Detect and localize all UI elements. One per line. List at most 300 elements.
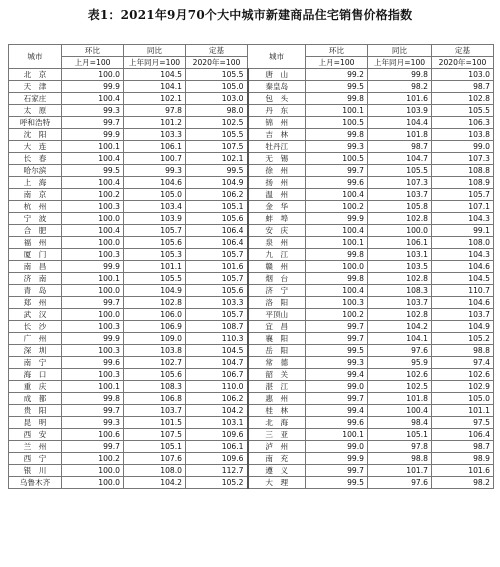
base-cell: 110.7 (432, 285, 494, 297)
mom-cell: 99.9 (62, 81, 124, 93)
base-cell: 101.6 (432, 465, 494, 477)
yoy-cell: 106.1 (368, 237, 432, 249)
yoy-cell: 101.7 (368, 465, 432, 477)
city-name-cell: 南 宁 (9, 357, 62, 369)
yoy-cell: 103.7 (368, 189, 432, 201)
yoy-cell: 106.1 (124, 141, 186, 153)
header-yoy-right: 同比 (368, 45, 432, 57)
base-cell: 105.5 (432, 105, 494, 117)
mom-cell: 99.8 (306, 93, 368, 105)
city-name-cell: 北 海 (248, 417, 306, 429)
base-cell: 105.1 (186, 201, 248, 213)
city-name-cell: 锦 州 (248, 117, 306, 129)
mom-cell: 100.4 (62, 225, 124, 237)
base-cell: 105.6 (186, 213, 248, 225)
city-name-cell: 南 昌 (9, 261, 62, 273)
base-cell: 97.5 (432, 417, 494, 429)
city-name-cell: 重 庆 (9, 381, 62, 393)
city-name-cell: 海 口 (9, 369, 62, 381)
city-name-cell: 包 头 (248, 93, 306, 105)
yoy-cell: 107.6 (124, 453, 186, 465)
city-name-cell: 长 春 (9, 153, 62, 165)
yoy-cell: 101.2 (124, 117, 186, 129)
mom-cell: 99.2 (306, 69, 368, 81)
mom-cell: 100.0 (62, 465, 124, 477)
mom-cell: 100.2 (62, 189, 124, 201)
base-cell: 109.6 (186, 429, 248, 441)
base-cell: 103.7 (432, 309, 494, 321)
city-name-cell: 桂 林 (248, 405, 306, 417)
yoy-cell: 103.8 (124, 345, 186, 357)
base-cell: 105.0 (432, 393, 494, 405)
city-name-cell: 广 州 (9, 333, 62, 345)
table-row (9, 297, 494, 309)
mom-cell: 99.3 (306, 357, 368, 369)
base-cell: 110.0 (186, 381, 248, 393)
header-mom-left: 环比 (62, 45, 124, 57)
city-name-cell: 牡丹江 (248, 141, 306, 153)
base-cell: 104.5 (432, 273, 494, 285)
base-cell: 103.1 (186, 417, 248, 429)
yoy-cell: 104.2 (124, 477, 186, 489)
mom-cell: 99.6 (62, 357, 124, 369)
city-name-cell: 洛 阳 (248, 297, 306, 309)
base-cell: 106.2 (186, 393, 248, 405)
city-name-cell: 沈 阳 (9, 129, 62, 141)
yoy-cell: 105.1 (368, 429, 432, 441)
city-name-cell: 杭 州 (9, 201, 62, 213)
base-cell: 105.7 (432, 189, 494, 201)
base-cell: 102.1 (186, 153, 248, 165)
city-name-cell: 蚌 埠 (248, 213, 306, 225)
table-row (9, 189, 494, 201)
base-cell: 108.9 (432, 177, 494, 189)
city-name-cell: 丹 东 (248, 105, 306, 117)
header-base-left: 定基 (186, 45, 248, 57)
yoy-cell: 105.0 (124, 189, 186, 201)
table-row (9, 273, 494, 285)
yoy-cell: 95.9 (368, 357, 432, 369)
city-name-cell: 泸 州 (248, 441, 306, 453)
city-name-cell: 贵 阳 (9, 405, 62, 417)
city-name-cell: 韶 关 (248, 369, 306, 381)
city-name-cell: 兰 州 (9, 441, 62, 453)
mom-cell: 100.1 (62, 141, 124, 153)
yoy-cell: 108.3 (368, 285, 432, 297)
header-yoy-sub-right: 上年同月=100 (368, 57, 432, 69)
yoy-cell: 104.6 (124, 177, 186, 189)
city-name-cell: 西 宁 (9, 453, 62, 465)
base-cell: 102.9 (432, 381, 494, 393)
city-name-cell: 惠 州 (248, 393, 306, 405)
yoy-cell: 102.6 (368, 369, 432, 381)
city-name-cell: 天 津 (9, 81, 62, 93)
base-cell: 104.3 (432, 213, 494, 225)
header-city-left: 城市 (9, 45, 62, 69)
table-row (9, 441, 494, 453)
yoy-cell: 105.8 (368, 201, 432, 213)
table-row (9, 345, 494, 357)
yoy-cell: 103.5 (368, 261, 432, 273)
table-row (9, 237, 494, 249)
yoy-cell: 106.0 (124, 309, 186, 321)
mom-cell: 99.7 (306, 393, 368, 405)
header-mom-right: 环比 (306, 45, 368, 57)
table-row (9, 117, 494, 129)
mom-cell: 100.1 (306, 105, 368, 117)
table-row (9, 477, 494, 489)
header-yoy-sub-left: 上年同月=100 (124, 57, 186, 69)
mom-cell: 99.7 (306, 321, 368, 333)
mom-cell: 100.4 (306, 189, 368, 201)
base-cell: 104.2 (186, 405, 248, 417)
base-cell: 98.8 (432, 345, 494, 357)
mom-cell: 100.0 (306, 261, 368, 273)
table-row (9, 225, 494, 237)
base-cell: 104.9 (186, 177, 248, 189)
yoy-cell: 98.8 (368, 453, 432, 465)
mom-cell: 100.0 (62, 477, 124, 489)
city-name-cell: 成 都 (9, 393, 62, 405)
yoy-cell: 102.8 (124, 297, 186, 309)
mom-cell: 99.4 (306, 405, 368, 417)
city-name-cell: 泉 州 (248, 237, 306, 249)
table-row (9, 141, 494, 153)
table-row (9, 285, 494, 297)
mom-cell: 99.8 (62, 393, 124, 405)
table-row (9, 309, 494, 321)
yoy-cell: 100.4 (368, 405, 432, 417)
city-name-cell: 南 京 (9, 189, 62, 201)
table-row (9, 249, 494, 261)
mom-cell: 100.3 (306, 297, 368, 309)
header-base-sub-left: 2020年=100 (186, 57, 248, 69)
header-mom-sub-left: 上月=100 (62, 57, 124, 69)
yoy-cell: 106.9 (124, 321, 186, 333)
city-name-cell: 福 州 (9, 237, 62, 249)
base-cell: 106.2 (186, 189, 248, 201)
mom-cell: 99.7 (306, 465, 368, 477)
city-name-cell: 青 岛 (9, 285, 62, 297)
city-name-cell: 扬 州 (248, 177, 306, 189)
base-cell: 103.0 (186, 93, 248, 105)
yoy-cell: 100.7 (124, 153, 186, 165)
base-cell: 105.2 (186, 477, 248, 489)
table-row (9, 429, 494, 441)
base-cell: 106.3 (432, 117, 494, 129)
mom-cell: 99.0 (306, 441, 368, 453)
base-cell: 108.8 (432, 165, 494, 177)
city-name-cell: 石家庄 (9, 93, 62, 105)
base-cell: 108.7 (186, 321, 248, 333)
mom-cell: 100.2 (306, 309, 368, 321)
yoy-cell: 102.7 (124, 357, 186, 369)
base-cell: 112.7 (186, 465, 248, 477)
mom-cell: 100.4 (62, 177, 124, 189)
yoy-cell: 102.5 (368, 381, 432, 393)
city-name-cell: 深 圳 (9, 345, 62, 357)
yoy-cell: 97.6 (368, 477, 432, 489)
city-name-cell: 金 华 (248, 201, 306, 213)
city-name-cell: 武 汉 (9, 309, 62, 321)
city-name-cell: 昆 明 (9, 417, 62, 429)
mom-cell: 99.9 (62, 261, 124, 273)
city-name-cell: 秦皇岛 (248, 81, 306, 93)
yoy-cell: 104.1 (368, 333, 432, 345)
table-row (9, 105, 494, 117)
city-name-cell: 常 德 (248, 357, 306, 369)
table-row (9, 69, 494, 81)
base-cell: 106.7 (186, 369, 248, 381)
base-cell: 109.6 (186, 453, 248, 465)
city-name-cell: 岳 阳 (248, 345, 306, 357)
base-cell: 103.0 (432, 69, 494, 81)
yoy-cell: 108.3 (124, 381, 186, 393)
mom-cell: 99.8 (306, 273, 368, 285)
yoy-cell: 101.1 (124, 261, 186, 273)
base-cell: 105.5 (186, 129, 248, 141)
city-name-cell: 郑 州 (9, 297, 62, 309)
yoy-cell: 104.5 (124, 69, 186, 81)
table-row (9, 93, 494, 105)
yoy-cell: 107.5 (124, 429, 186, 441)
mom-cell: 99.7 (62, 441, 124, 453)
mom-cell: 100.3 (62, 345, 124, 357)
base-cell: 105.2 (432, 333, 494, 345)
city-name-cell: 太 原 (9, 105, 62, 117)
base-cell: 103.8 (432, 129, 494, 141)
table-row (9, 381, 494, 393)
mom-cell: 100.6 (62, 429, 124, 441)
base-cell: 104.5 (186, 345, 248, 357)
yoy-cell: 99.3 (124, 165, 186, 177)
city-name-cell: 银 川 (9, 465, 62, 477)
yoy-cell: 103.7 (368, 297, 432, 309)
price-index-table (8, 44, 494, 489)
city-name-cell: 温 州 (248, 189, 306, 201)
base-cell: 103.3 (186, 297, 248, 309)
mom-cell: 99.8 (306, 249, 368, 261)
city-name-cell: 济 南 (9, 273, 62, 285)
yoy-cell: 102.8 (368, 273, 432, 285)
base-cell: 104.7 (186, 357, 248, 369)
yoy-cell: 104.9 (124, 285, 186, 297)
table-row (9, 453, 494, 465)
mom-cell: 100.2 (306, 201, 368, 213)
yoy-cell: 98.4 (368, 417, 432, 429)
table-row (9, 405, 494, 417)
yoy-cell: 108.0 (124, 465, 186, 477)
city-name-cell: 济 宁 (248, 285, 306, 297)
yoy-cell: 105.6 (124, 369, 186, 381)
city-name-cell: 九 江 (248, 249, 306, 261)
mom-cell: 99.7 (62, 297, 124, 309)
base-cell: 104.6 (432, 261, 494, 273)
city-name-cell: 平顶山 (248, 309, 306, 321)
yoy-cell: 104.1 (124, 81, 186, 93)
yoy-cell: 98.2 (368, 81, 432, 93)
mom-cell: 100.0 (62, 285, 124, 297)
header-base-right: 定基 (432, 45, 494, 57)
mom-cell: 100.1 (306, 237, 368, 249)
yoy-cell: 105.7 (124, 225, 186, 237)
table-row (9, 393, 494, 405)
table-row (9, 165, 494, 177)
mom-cell: 100.5 (306, 117, 368, 129)
yoy-cell: 102.8 (368, 309, 432, 321)
yoy-cell: 104.2 (368, 321, 432, 333)
mom-cell: 99.7 (306, 333, 368, 345)
base-cell: 108.0 (432, 237, 494, 249)
yoy-cell: 107.3 (368, 177, 432, 189)
city-name-cell: 大 理 (248, 477, 306, 489)
base-cell: 98.0 (186, 105, 248, 117)
city-name-cell: 遵 义 (248, 465, 306, 477)
yoy-cell: 103.9 (124, 213, 186, 225)
city-name-cell: 厦 门 (9, 249, 62, 261)
city-name-cell: 上 海 (9, 177, 62, 189)
header-yoy-left: 同比 (124, 45, 186, 57)
mom-cell: 100.1 (62, 381, 124, 393)
yoy-cell: 101.5 (124, 417, 186, 429)
mom-cell: 100.4 (62, 153, 124, 165)
city-name-cell: 烟 台 (248, 273, 306, 285)
city-name-cell: 南 充 (248, 453, 306, 465)
header-mom-sub-right: 上月=100 (306, 57, 368, 69)
table-row (9, 417, 494, 429)
table-row (9, 465, 494, 477)
mom-cell: 99.9 (62, 129, 124, 141)
yoy-cell: 97.8 (124, 105, 186, 117)
base-cell: 105.6 (186, 285, 248, 297)
mom-cell: 99.3 (62, 417, 124, 429)
mom-cell: 100.3 (62, 249, 124, 261)
mom-cell: 100.3 (62, 321, 124, 333)
mom-cell: 100.0 (62, 237, 124, 249)
base-cell: 97.4 (432, 357, 494, 369)
city-name-cell: 安 庆 (248, 225, 306, 237)
base-cell: 107.5 (186, 141, 248, 153)
base-cell: 104.9 (432, 321, 494, 333)
mom-cell: 99.9 (306, 453, 368, 465)
base-cell: 104.3 (432, 249, 494, 261)
yoy-cell: 102.1 (124, 93, 186, 105)
table-row (9, 177, 494, 189)
mom-cell: 100.4 (306, 285, 368, 297)
city-name-cell: 徐 州 (248, 165, 306, 177)
city-name-cell: 长 沙 (9, 321, 62, 333)
mom-cell: 100.0 (62, 69, 124, 81)
yoy-cell: 105.6 (124, 237, 186, 249)
yoy-cell: 103.4 (124, 201, 186, 213)
yoy-cell: 109.0 (124, 333, 186, 345)
yoy-cell: 99.8 (368, 69, 432, 81)
yoy-cell: 106.8 (124, 393, 186, 405)
yoy-cell: 100.0 (368, 225, 432, 237)
base-cell: 106.1 (186, 441, 248, 453)
table-row (9, 369, 494, 381)
mom-cell: 100.3 (62, 201, 124, 213)
base-cell: 101.6 (186, 261, 248, 273)
yoy-cell: 105.5 (124, 273, 186, 285)
base-cell: 102.8 (432, 93, 494, 105)
base-cell: 98.7 (432, 441, 494, 453)
city-name-cell: 赣 州 (248, 261, 306, 273)
city-name-cell: 大 连 (9, 141, 62, 153)
yoy-cell: 104.4 (368, 117, 432, 129)
base-cell: 105.7 (186, 309, 248, 321)
city-name-cell: 北 京 (9, 69, 62, 81)
mom-cell: 99.7 (62, 117, 124, 129)
mom-cell: 99.5 (306, 81, 368, 93)
table-row (9, 129, 494, 141)
yoy-cell: 104.7 (368, 153, 432, 165)
yoy-cell: 101.8 (368, 393, 432, 405)
base-cell: 106.4 (432, 429, 494, 441)
city-name-cell: 无 锡 (248, 153, 306, 165)
city-name-cell: 湛 江 (248, 381, 306, 393)
base-cell: 106.4 (186, 225, 248, 237)
base-cell: 99.1 (432, 225, 494, 237)
header-base-sub-right: 2020年=100 (432, 57, 494, 69)
mom-cell: 100.4 (306, 225, 368, 237)
base-cell: 99.5 (186, 165, 248, 177)
table-row (9, 81, 494, 93)
mom-cell: 100.4 (62, 93, 124, 105)
table-body (9, 69, 494, 489)
base-cell: 98.9 (432, 453, 494, 465)
mom-cell: 99.8 (306, 129, 368, 141)
yoy-cell: 105.3 (124, 249, 186, 261)
page-title: 表1：2021年9月70个大中城市新建商品住宅销售价格指数 (87, 8, 413, 22)
yoy-cell: 97.8 (368, 441, 432, 453)
mom-cell: 99.7 (306, 165, 368, 177)
table-row (9, 213, 494, 225)
mom-cell: 100.1 (62, 273, 124, 285)
mom-cell: 99.4 (306, 369, 368, 381)
table-row (9, 333, 494, 345)
yoy-cell: 97.6 (368, 345, 432, 357)
base-cell: 107.1 (432, 201, 494, 213)
mom-cell: 100.5 (306, 153, 368, 165)
mom-cell: 99.6 (306, 417, 368, 429)
city-name-cell: 襄 阳 (248, 333, 306, 345)
yoy-cell: 101.8 (368, 129, 432, 141)
mom-cell: 100.0 (62, 213, 124, 225)
mom-cell: 99.7 (62, 405, 124, 417)
table-row (9, 201, 494, 213)
mom-cell: 99.5 (306, 345, 368, 357)
city-name-cell: 宜 昌 (248, 321, 306, 333)
header-city-right: 城市 (248, 45, 306, 69)
yoy-cell: 103.1 (368, 249, 432, 261)
yoy-cell: 101.6 (368, 93, 432, 105)
city-name-cell: 乌鲁木齐 (9, 477, 62, 489)
base-cell: 107.3 (432, 153, 494, 165)
yoy-cell: 103.3 (124, 129, 186, 141)
table-row (9, 357, 494, 369)
mom-cell: 99.9 (306, 213, 368, 225)
yoy-cell: 103.9 (368, 105, 432, 117)
base-cell: 99.0 (432, 141, 494, 153)
yoy-cell: 98.7 (368, 141, 432, 153)
base-cell: 105.0 (186, 81, 248, 93)
city-name-cell: 西 安 (9, 429, 62, 441)
city-name-cell: 三 亚 (248, 429, 306, 441)
mom-cell: 99.3 (306, 141, 368, 153)
city-name-cell: 呼和浩特 (9, 117, 62, 129)
mom-cell: 99.0 (306, 381, 368, 393)
